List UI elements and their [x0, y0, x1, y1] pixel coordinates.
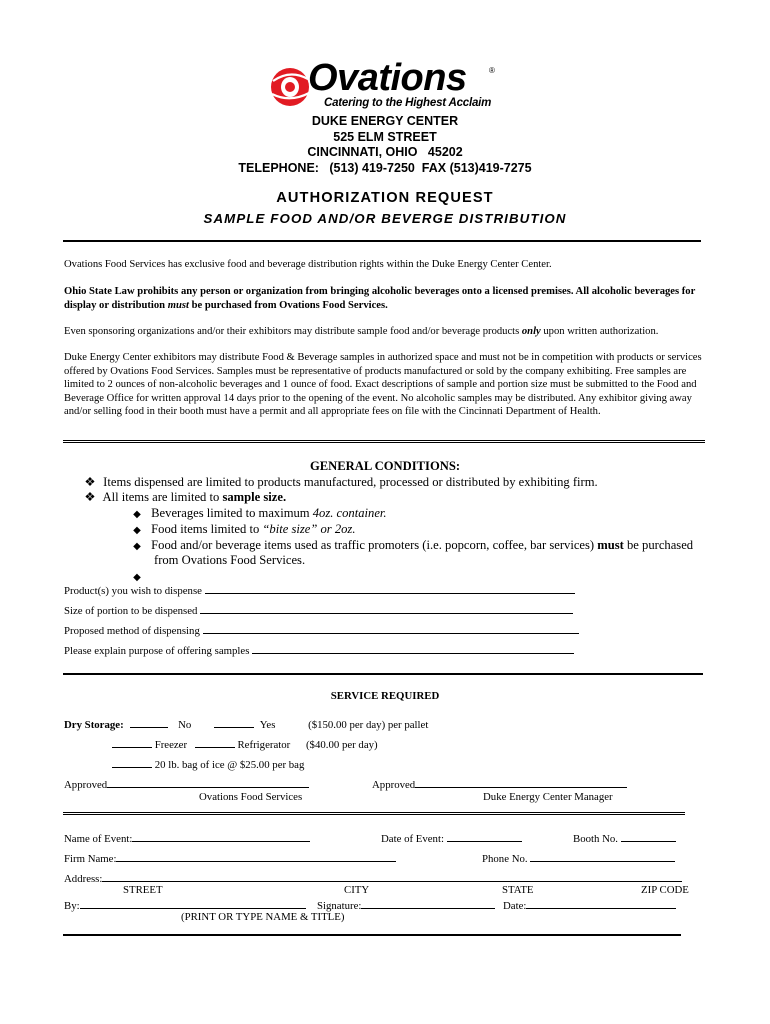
portion-label: Size of portion to be dispensed	[64, 605, 198, 617]
approved-manager-field[interactable]	[415, 777, 627, 788]
approved-ovations-caption: Ovations Food Services	[199, 791, 303, 803]
intro-ohio-law-em: must	[167, 299, 189, 311]
diamond-bullet-icon: ❖	[84, 490, 96, 504]
approved-ovations-label: Approved	[64, 779, 108, 791]
small-diamond-icon: ◆	[133, 572, 141, 583]
form-subtitle: SAMPLE FOOD AND/OR BEVERGE DISTRIBUTION	[203, 211, 567, 226]
event-name-label: Name of Event:	[64, 833, 133, 845]
address-zip-caption: ZIP CODE	[641, 884, 689, 896]
condition-sub-3-c: be purchased	[623, 538, 694, 552]
event-date-label: Date of Event:	[381, 833, 444, 845]
products-field[interactable]	[205, 583, 575, 594]
address-field[interactable]	[102, 871, 682, 882]
dry-storage-yes-label: Yes	[259, 719, 276, 731]
conditions-heading: GENERAL CONDITIONS:	[309, 459, 461, 473]
intro-authorization-a: Even sponsoring organizations and/or their exhibitors may distribute sample food and/or beverage products	[64, 326, 522, 337]
by-label: By:	[64, 900, 80, 912]
portion-row	[64, 603, 573, 618]
by-field[interactable]	[80, 898, 306, 909]
event-divider	[63, 812, 685, 815]
diamond-bullet-icon: ❖	[84, 475, 96, 489]
sign-date-label: Date:	[503, 900, 527, 912]
intro-divider	[63, 440, 705, 443]
condition-sub-3-a: Food and/or beverage items used as traffic promoters (i.e. popcorn, coffee, bar services)	[151, 538, 598, 552]
ice-label: 20 lb. bag of ice @ $25.00 per bag	[154, 759, 305, 771]
purpose-field[interactable]	[252, 643, 574, 654]
address-state-caption: STATE	[502, 884, 534, 896]
intro-exclusive-rights: Ovations Food Services has exclusive food and beverage distribution rights within the Duke Energy Center Center.	[64, 259, 552, 270]
condition-sub-2-b: “bite size” or 2oz.	[262, 522, 356, 536]
form-title: AUTHORIZATION REQUEST	[276, 190, 494, 206]
logo-tagline: Catering to the Highest Acclaim	[324, 97, 492, 109]
refrigerator-field[interactable]	[195, 737, 235, 748]
ice-row	[112, 757, 304, 772]
service-heading: SERVICE REQUIRED	[330, 690, 440, 702]
venue-phone-fax: TELEPHONE: (513) 419-7250 FAX (513)419-7275	[238, 160, 532, 175]
intro-exhibitor-rules: Duke Energy Center exhibitors may distribute Food & Beverage samples in authorized space and must not be in competition with products or services offered by Ovations Food Services. Samples must be representative of products manufactured or sold by the company exhibiting. Free samples are limited to 2 ounces of non-alcoholic beverages and 1 ounce of food. Exact descriptions of sample and portion size must be submitted to the Food and Beverage Office for written approval 14 days prior to the opening of the event. No alcoholic samples may be distributed. Any exhibitor giving away and/or selling food in their booth must have a permit and all appropriate fees on file with the Cincinnati Department of Health.	[64, 352, 702, 418]
phone-label: Phone No.	[482, 853, 528, 865]
firm-name-field[interactable]	[116, 851, 396, 862]
condition-item-2-text-b: sample size.	[222, 490, 287, 504]
intro-ohio-law-a: Ohio State Law prohibits any person or organization from bringing alcoholic beverages onto a licensed premises. All alcoholic beverages for display or distribution	[64, 286, 696, 311]
purpose-row	[64, 643, 574, 658]
small-diamond-icon: ◆	[133, 541, 141, 552]
event-date-row	[381, 831, 522, 846]
method-label: Proposed method of dispensing	[64, 625, 200, 637]
phone-field[interactable]	[530, 851, 675, 862]
signature-label: Signature:	[317, 900, 362, 912]
dry-storage-yes-field[interactable]	[214, 717, 254, 728]
condition-sub-2-a: Food items limited to	[151, 522, 263, 536]
condition-sub-1-b: 4oz. container.	[312, 506, 387, 520]
ice-field[interactable]	[112, 757, 152, 768]
footer-divider	[63, 934, 681, 936]
products-row	[64, 583, 575, 598]
intro-ohio-law	[64, 285, 712, 312]
ovations-logo	[268, 57, 508, 113]
booth-row	[573, 831, 676, 846]
booth-label: Booth No.	[573, 833, 618, 845]
signature-field[interactable]	[361, 898, 495, 909]
intro-authorization	[64, 325, 712, 339]
condition-sub-1-a: Beverages limited to maximum	[151, 506, 313, 520]
approved-ovations-field[interactable]	[107, 777, 309, 788]
pallet-price: ($150.00 per day) per pallet	[308, 719, 429, 731]
freezer-field[interactable]	[112, 737, 152, 748]
event-name-field[interactable]	[132, 831, 310, 842]
condition-item-2	[80, 489, 286, 505]
approved-manager-row	[372, 777, 627, 792]
method-field[interactable]	[203, 623, 579, 634]
condition-item-1-text: Items dispensed are limited to products manufactured, processed or distributed by exhibiting firm.	[103, 475, 598, 489]
address-street-caption: STREET	[123, 884, 163, 896]
firm-name-row	[64, 851, 396, 866]
firm-name-label: Firm Name:	[64, 853, 117, 865]
condition-item-1	[80, 474, 598, 490]
sign-date-row	[503, 898, 676, 913]
approved-manager-caption: Duke Energy Center Manager	[483, 791, 613, 803]
products-label: Product(s) you wish to dispense	[64, 585, 202, 597]
address-city-caption: CITY	[344, 884, 370, 896]
portion-field[interactable]	[200, 603, 573, 614]
freezer-row	[112, 737, 378, 752]
approved-manager-label: Approved	[372, 779, 416, 791]
small-diamond-icon: ◆	[133, 525, 141, 536]
registered-mark: ®	[489, 66, 495, 75]
condition-sub-3-b: must	[597, 538, 624, 552]
header-divider	[63, 240, 701, 242]
refrigerator-price: ($40.00 per day)	[305, 739, 378, 751]
event-name-row	[64, 831, 310, 846]
sign-date-field[interactable]	[526, 898, 676, 909]
intro-authorization-b: upon written authorization.	[540, 326, 659, 337]
venue-city: CINCINNATI, OHIO 45202	[307, 145, 463, 159]
refrigerator-label: Refrigerator	[237, 739, 291, 751]
method-row	[64, 623, 579, 638]
logo-brand: Ovations	[308, 57, 467, 99]
intro-ohio-law-b: be purchased from Ovations Food Services.	[188, 299, 388, 311]
dry-storage-no-field[interactable]	[130, 717, 168, 728]
dry-storage-no-label: No	[178, 719, 192, 731]
venue-name: DUKE ENERGY CENTER	[311, 114, 459, 128]
condition-sub-3-cont: from Ovations Food Services.	[154, 553, 306, 567]
approved-ovations-row	[64, 777, 309, 792]
freezer-label: Freezer	[154, 739, 188, 751]
booth-field[interactable]	[621, 831, 676, 842]
address-label: Address:	[64, 873, 103, 885]
intro-authorization-em: only	[521, 326, 541, 337]
phone-row	[482, 851, 675, 866]
dry-storage-label: Dry Storage:	[64, 719, 124, 731]
purpose-label: Please explain purpose of offering samples	[64, 645, 250, 657]
condition-item-2-text-a: All items are limited to	[102, 490, 223, 504]
venue-street: 525 ELM STREET	[333, 129, 437, 144]
print-name-note: (PRINT OR TYPE NAME & TITLE)	[181, 911, 345, 923]
service-divider	[63, 673, 703, 675]
event-date-field[interactable]	[447, 831, 522, 842]
small-diamond-icon: ◆	[133, 509, 141, 520]
dry-storage-row	[64, 717, 428, 732]
